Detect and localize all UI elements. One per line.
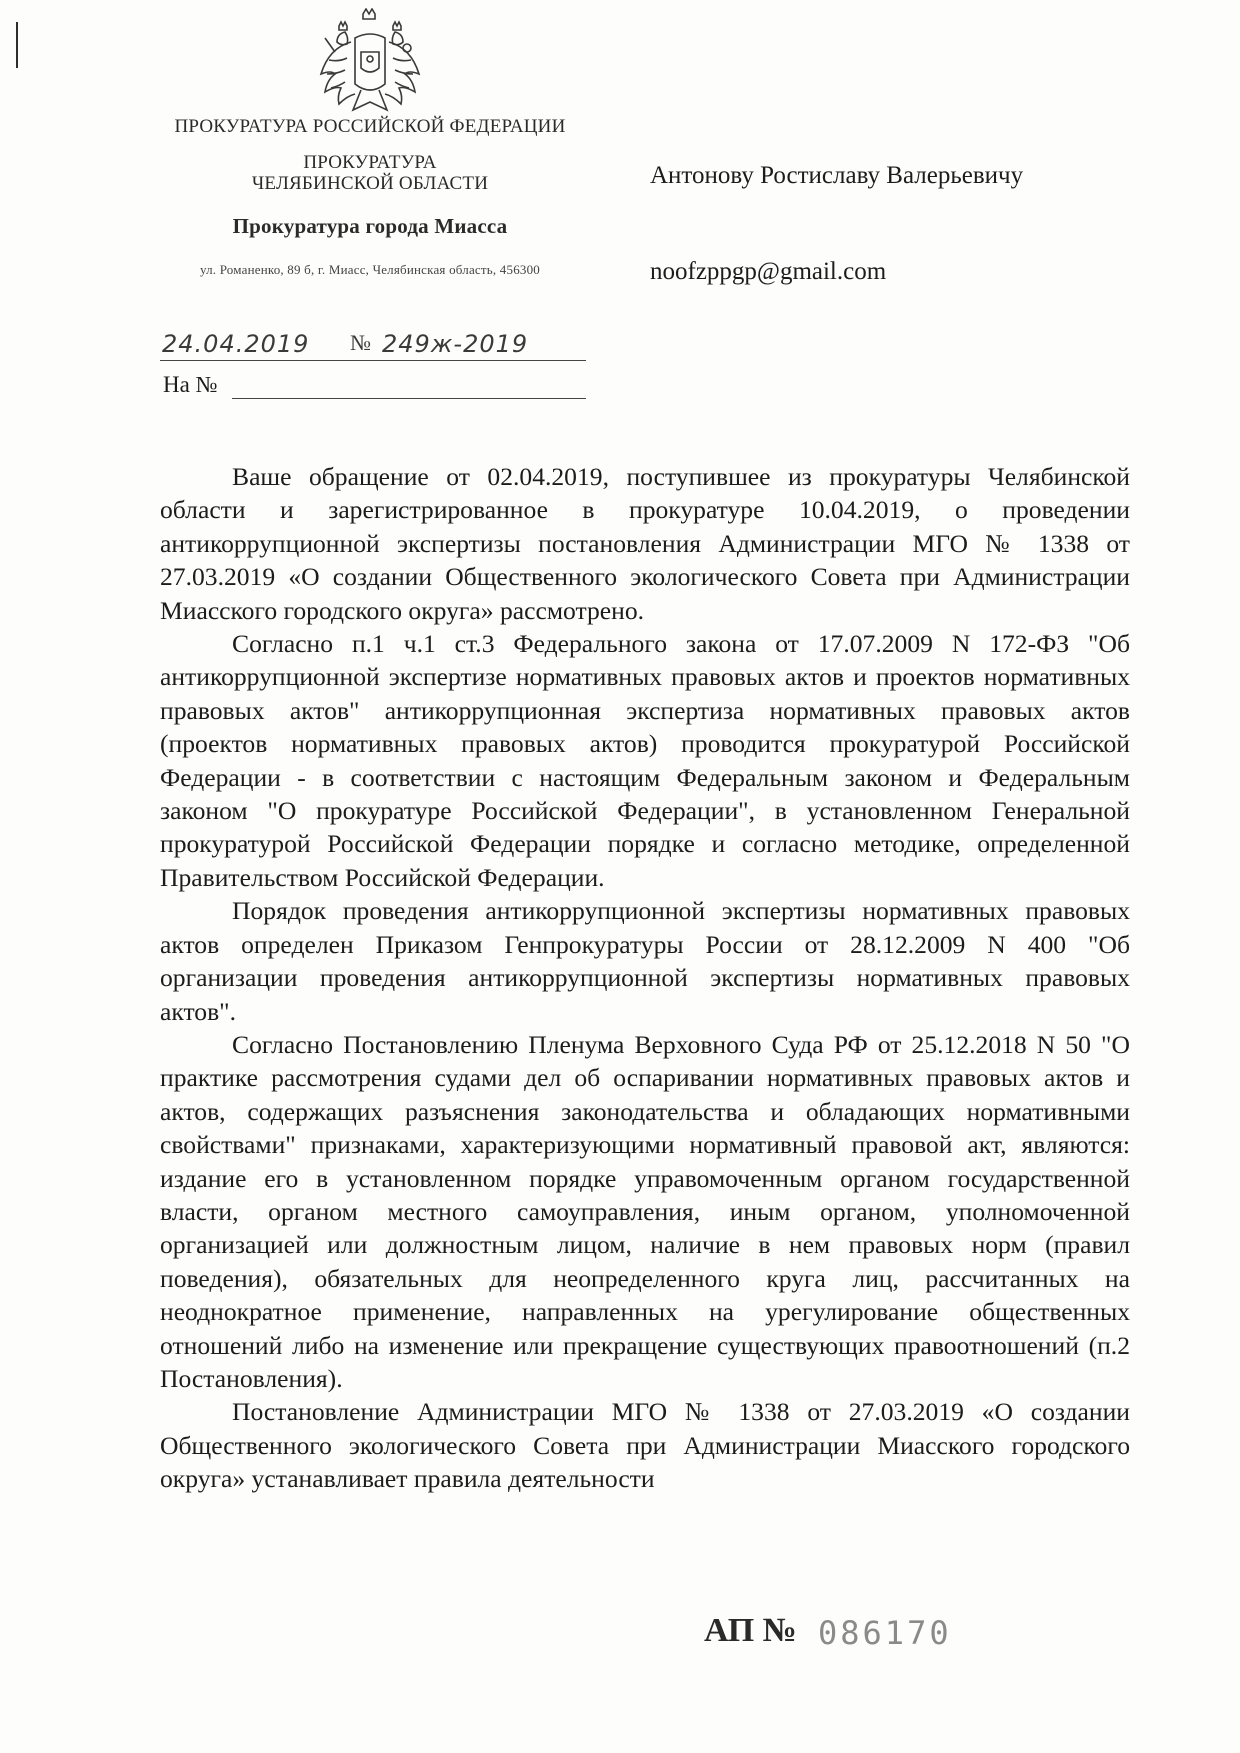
form-series-label: АП № [704,1612,797,1649]
org-region [150,152,590,194]
letter-body [160,460,1130,1496]
scan-mark [16,22,18,68]
org-address: ул. Романенко, 89 б, г. Миасс, Челябинская область, 456300 [199,262,540,277]
org-region-line1: ПРОКУРАТУРА [303,152,437,173]
reply-to-underline [232,398,586,399]
date-handwritten: 24.04.2019 [162,330,310,358]
body-paragraph: Согласно п.1 ч.1 ст.3 Федерального закона от 17.07.2009 N 172-ФЗ "Об антикоррупционной экспертизе нормативных правовых актов и проектов нормативных правовых актов" антикоррупционная экспертиза нормативных правовых актов (проектов нормативных правовых актов) проводится прокуратурой Российской Федерации - в соответствии с настоящим Федеральным законом и Федеральным законом "О прокуратуре Российской Федерации", в установленном Генеральной прокуратурой Российской Федерации порядке и согласно методике, определенной Правительством Российской Федерации. [160,629,1130,892]
body-paragraph: Порядок проведения антикоррупционной экспертизы нормативных правовых актов определен Приказом Генпрокуратуры России от 28.12.2009 N 400 "Об организации проведения антикоррупционной экспертизы нормативных правовых актов". [160,896,1130,1026]
recipient-name: Антонову Ростиславу Валерьевичу [650,162,1024,189]
outgoing-number-line [160,330,586,360]
number-underline [160,360,586,361]
body-paragraph: Ваше обращение от 02.04.2019, поступившее из прокуратуры Челябинской области и зарегистрированное в прокуратуре 10.04.2019, о проведении антикоррупционной экспертизы постановления Администрации МГО № 1338 от 27.03.2019 «О создании Общественного экологического Совета при Администрации Миасского городского округа» рассмотрено. [160,462,1130,625]
body-paragraph: Постановление Администрации МГО № 1338 от 27.03.2019 «О создании Общественного экологического Совета при Администрации Миасского городского округа» устанавливает правила деятельности [160,1397,1130,1494]
org-region-line2: ЧЕЛЯБИНСКОЙ ОБЛАСТИ [251,173,489,194]
recipient-email: noofzppgp@gmail.com [650,258,887,285]
number-handwritten: 249ж-2019 [382,330,529,358]
org-rf: ПРОКУРАТУРА РОССИЙСКОЙ ФЕДЕРАЦИИ [174,116,566,137]
state-emblem-icon [315,8,425,120]
number-sign: № [350,330,372,355]
body-paragraph: Согласно Постановлению Пленума Верховного Суда РФ от 25.12.2018 N 50 "О практике рассмотрения судами дел об оспаривании нормативных правовых актов и актов, содержащих разъяснения законодательства и обладающих нормативными свойствами" признаками, характеризующими нормативный правовой акт, являются: издание его в установленном порядке управомоченным органом государственной власти, органом местного самоуправления, иным органом, уполномоченной организацией или должностным лицом, наличие в нем правовых норм (правил поведения), обязательных для неопределенного круга лиц, рассчитанных на неоднократное применение, направленных на урегулирование общественных отношений либо на изменение или прекращение существующих правоотношений (п.2 Постановления). [160,1029,1130,1393]
org-city: Прокуратура города Миасса [232,214,508,238]
reply-to-label: На № [163,372,218,397]
form-series-number: 086170 [818,1614,952,1652]
